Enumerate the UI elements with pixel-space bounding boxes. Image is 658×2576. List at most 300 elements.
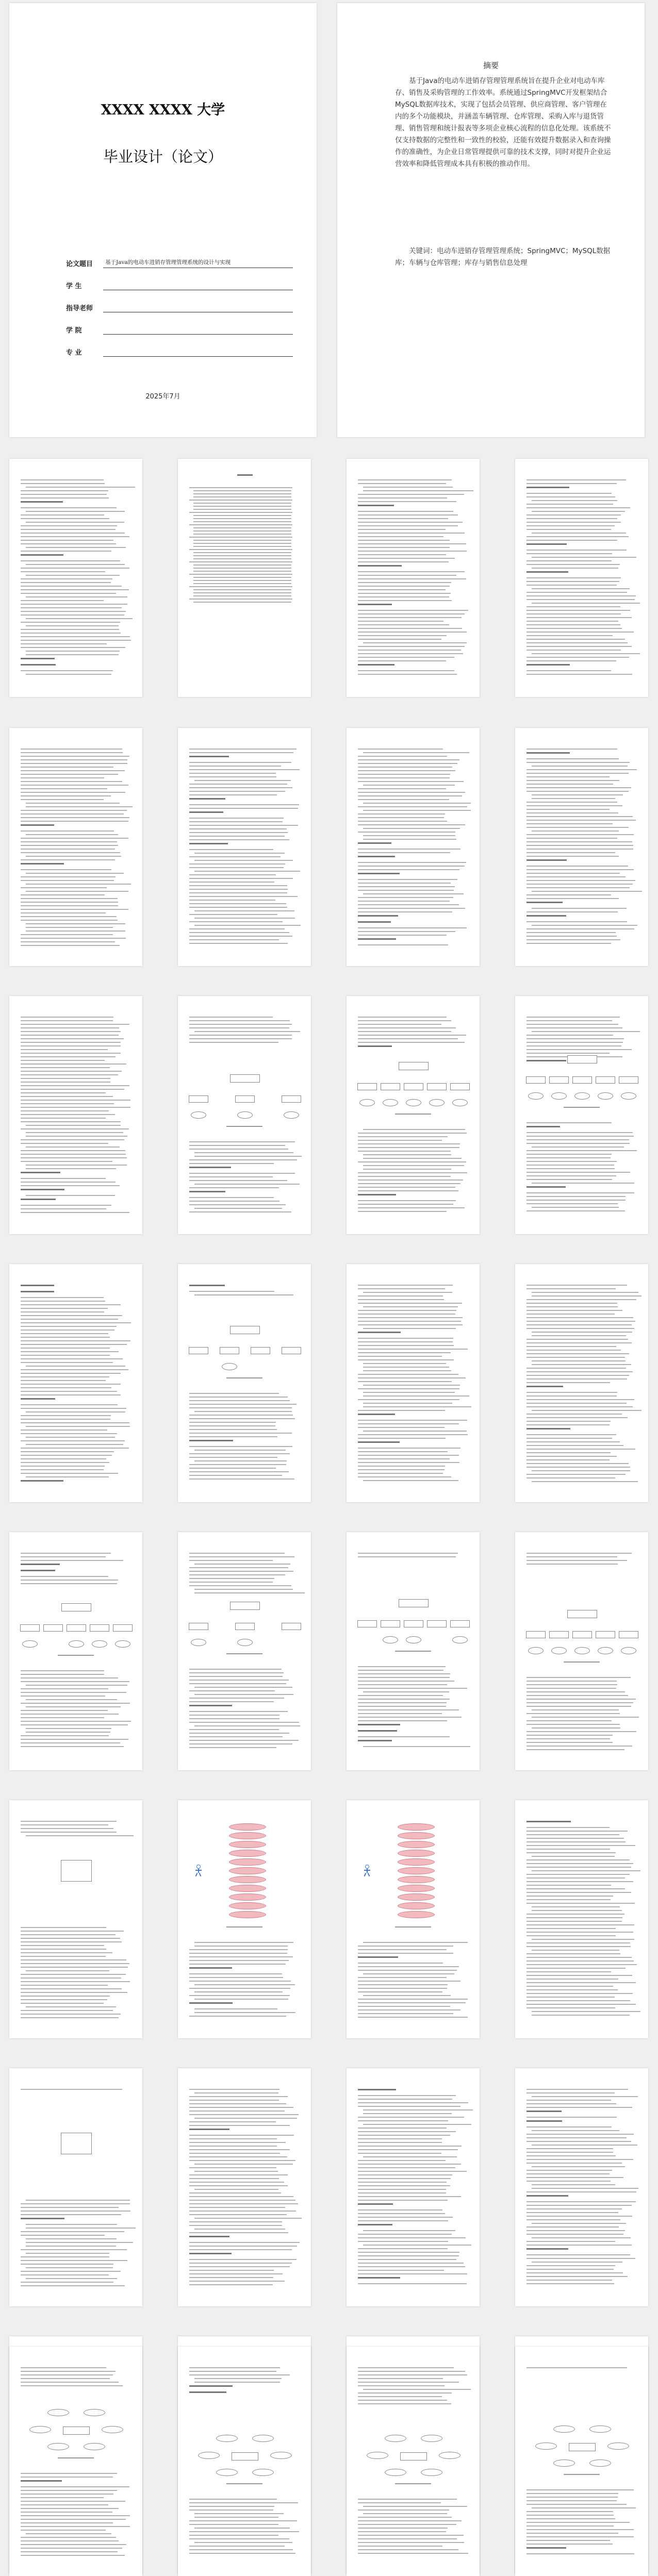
text-line (358, 479, 452, 480)
text-line (527, 2107, 632, 2108)
text-line (358, 2174, 452, 2175)
text-line (358, 781, 464, 782)
text-line (527, 939, 620, 940)
text-line (21, 894, 105, 895)
entity-box (569, 2443, 596, 2451)
text-line (21, 2214, 121, 2215)
toc-line (193, 503, 291, 504)
text-line (21, 909, 128, 910)
text-line (532, 1910, 622, 1911)
text-line (21, 1430, 107, 1431)
section-heading (189, 2385, 233, 2387)
use-case-ellipse (229, 1867, 266, 1874)
text-line (21, 1996, 110, 1997)
text-line (358, 774, 450, 775)
text-line (194, 1460, 287, 1461)
text-line (358, 2185, 450, 2186)
text-line (21, 1355, 110, 1356)
section-heading (21, 1285, 54, 1286)
section-heading (189, 2129, 229, 2130)
text-line (21, 1027, 119, 1028)
text-line (358, 1338, 453, 1339)
text-line (527, 1702, 633, 1703)
text-line (527, 1971, 611, 1972)
use-case-ellipse (398, 1876, 435, 1883)
text-line (26, 834, 118, 835)
text-line (26, 1728, 111, 1729)
text-line (358, 2182, 447, 2183)
diagram-node (596, 1631, 615, 1638)
section-heading (21, 1564, 60, 1565)
text-line (527, 610, 630, 611)
text-line (527, 876, 626, 877)
text-line (358, 1966, 459, 1967)
text-line (21, 1735, 109, 1736)
text-line (194, 1411, 292, 1412)
text-line (363, 2506, 467, 2507)
field-label: 学 生 (66, 282, 82, 290)
text-line (532, 1207, 619, 1208)
text-line (358, 1469, 445, 1470)
underline (103, 356, 293, 357)
text-line (532, 1183, 634, 1184)
section-heading (358, 1724, 400, 1725)
toc-line (193, 546, 291, 547)
text-line (189, 2277, 273, 2278)
text-line (21, 1448, 129, 1449)
text-line (189, 892, 287, 893)
text-line (532, 1031, 640, 1032)
use-case-ellipse (229, 1850, 266, 1857)
text-line (358, 862, 466, 863)
text-line (527, 776, 610, 777)
text-line (21, 1956, 106, 1957)
text-line (21, 2486, 129, 2487)
text-line (363, 828, 460, 829)
diagram-node (230, 1074, 260, 1083)
text-line (358, 2237, 466, 2238)
text-line (194, 2378, 282, 2379)
text-line (358, 2378, 443, 2379)
text-line (21, 1311, 104, 1312)
text-line (532, 1856, 615, 1857)
text-line (527, 1993, 633, 1994)
text-line (358, 2528, 448, 2529)
text-line (189, 2284, 273, 2285)
text-line (527, 507, 630, 508)
text-line (189, 784, 287, 785)
text-line (189, 2121, 276, 2122)
text-line (363, 2156, 457, 2157)
text-line (21, 1301, 105, 1302)
text-line (189, 2531, 299, 2532)
text-line (21, 2497, 104, 2498)
text-line (358, 883, 451, 884)
text-line (527, 1924, 634, 1925)
text-line (189, 2135, 294, 2136)
text-line (21, 2374, 113, 2375)
text-line (527, 1982, 636, 1983)
text-line (358, 777, 450, 778)
text-line (527, 1165, 614, 1166)
text-line (358, 660, 446, 661)
text-line (194, 1991, 283, 1992)
text-line (358, 670, 454, 671)
section-heading (358, 2203, 393, 2205)
text-line (527, 2205, 632, 2206)
text-line (358, 1706, 446, 1707)
text-line (21, 1161, 112, 1162)
text-line (358, 1999, 468, 2000)
text-line (189, 1173, 295, 1174)
text-line (527, 1456, 617, 1457)
diagram-node (598, 1092, 613, 1100)
section-heading (358, 2224, 392, 2225)
diagram-node (572, 1631, 592, 1638)
toc-line (193, 589, 291, 590)
text-line (358, 2531, 446, 2532)
text-line (21, 1351, 119, 1352)
text-line (358, 1190, 458, 1191)
text-line (358, 1321, 461, 1322)
text-line (527, 2191, 636, 2192)
text-line (358, 2146, 462, 2147)
text-line (358, 1702, 447, 1703)
toc-line (189, 599, 292, 600)
text-line (189, 936, 292, 937)
section-heading (189, 2236, 229, 2237)
text-line (358, 1211, 447, 1212)
text-line (358, 817, 444, 818)
text-line (358, 788, 446, 789)
text-line (21, 1185, 120, 1186)
text-line (527, 525, 615, 526)
text-line (358, 756, 447, 757)
text-line (21, 518, 109, 519)
text-line (189, 885, 287, 886)
text-line (26, 625, 119, 626)
text-line (21, 529, 116, 530)
text-line (194, 1592, 305, 1593)
text-line (194, 2542, 292, 2543)
text-line (358, 540, 450, 541)
text-line (21, 614, 124, 616)
text-line (527, 1556, 617, 1557)
text-line (189, 1204, 286, 1205)
text-line (26, 1136, 127, 1137)
text-line (189, 1690, 275, 1691)
text-line (189, 2367, 280, 2368)
text-line (527, 2489, 634, 2490)
text-line (358, 849, 460, 850)
text-line (358, 2128, 447, 2129)
thumbnail-page (515, 2068, 648, 2306)
text-line (189, 1017, 273, 1018)
text-line (21, 1455, 112, 1456)
text-line (358, 1349, 468, 1350)
text-line (21, 1020, 113, 1021)
text-line (532, 2096, 638, 2097)
actor-icon-part (195, 1870, 202, 1871)
text-line (358, 1020, 451, 1021)
text-line (527, 642, 628, 643)
text-line (527, 2181, 611, 2182)
text-line (358, 2200, 448, 2201)
text-line (358, 2546, 442, 2547)
text-line (189, 896, 298, 897)
text-line (532, 2011, 640, 2012)
attribute-ellipse (47, 2443, 69, 2450)
text-line (189, 1995, 290, 1996)
text-line (189, 1471, 289, 1472)
text-line (189, 2535, 278, 2536)
text-line (26, 564, 125, 565)
text-line (532, 798, 615, 799)
text-line (527, 529, 611, 530)
text-line (358, 1140, 442, 1141)
text-line (194, 2008, 277, 2009)
text-line (527, 1395, 617, 1397)
section-heading (527, 1186, 566, 1188)
figure-caption (226, 1126, 262, 1127)
text-line (189, 863, 285, 865)
diagram-node (113, 1624, 133, 1632)
text-line (189, 2259, 297, 2260)
text-line (26, 2006, 116, 2007)
text-line (358, 1151, 451, 1152)
text-line (527, 1024, 618, 1025)
text-line (21, 1832, 117, 1833)
text-line (358, 2213, 445, 2214)
text-line (189, 2174, 288, 2175)
text-line (358, 1677, 450, 1678)
text-line (358, 2102, 468, 2103)
text-line (189, 1436, 277, 1437)
text-line (26, 2228, 136, 2229)
diagram-node (452, 1636, 468, 1643)
text-line (527, 2540, 610, 2541)
text-line (358, 2542, 464, 2543)
text-line (189, 1024, 292, 1025)
text-line (527, 1921, 622, 1922)
text-line (358, 763, 457, 764)
text-line (194, 2092, 278, 2093)
text-line (527, 595, 636, 596)
text-line (527, 805, 622, 806)
text-line (358, 1699, 450, 1700)
text-line (21, 640, 131, 641)
text-line (527, 564, 620, 565)
text-line (527, 802, 617, 803)
text-line (358, 2502, 441, 2503)
text-line (358, 2273, 467, 2274)
text-line (21, 2540, 119, 2541)
text-line (363, 1431, 467, 1432)
text-line (26, 1476, 109, 1477)
text-line (26, 1366, 125, 1367)
text-line (26, 1426, 130, 1427)
text-line (527, 650, 621, 651)
text-line (527, 1210, 625, 1211)
text-line (358, 1963, 443, 1964)
figure-caption (564, 2474, 600, 2475)
text-line (532, 2188, 638, 2189)
attribute-ellipse (198, 2452, 220, 2459)
text-line (358, 593, 451, 594)
text-line (527, 1406, 633, 1407)
text-line (189, 2273, 283, 2274)
diagram-node (528, 1092, 544, 1100)
text-line (26, 884, 131, 885)
text-line (527, 852, 615, 853)
text-line (527, 2092, 615, 2093)
toc-line (193, 580, 291, 581)
text-line (527, 1150, 637, 1151)
text-line (527, 849, 633, 850)
text-line (189, 900, 275, 901)
text-line (21, 1974, 126, 1975)
text-line (21, 1739, 128, 1740)
text-line (527, 1899, 611, 1900)
toc-heading (237, 474, 253, 476)
text-line (527, 1888, 625, 1889)
text-line (532, 2015, 630, 2016)
text-line (358, 635, 447, 636)
text-line (26, 1444, 123, 1445)
diagram-node (357, 1083, 377, 1090)
diagram-node (282, 1623, 301, 1630)
text-line (189, 2207, 285, 2208)
text-line (527, 1449, 635, 1450)
text-line (527, 1720, 612, 1721)
text-line (26, 1132, 123, 1133)
text-line (21, 1049, 108, 1050)
text-line (194, 2012, 295, 2013)
text-line (527, 631, 634, 633)
text-line (21, 1308, 108, 1309)
figure-caption (395, 1926, 431, 1927)
text-line (363, 1158, 462, 1159)
text-line (358, 1172, 467, 1173)
abstract-keywords: 关键词：电动车进销存管理管理系统；SpringMVC；MySQL数据库；车辆与仓库管理；库存与销售信息处理 (395, 247, 611, 267)
text-line (21, 1322, 131, 1323)
text-line (189, 832, 288, 833)
text-line (21, 785, 128, 786)
text-line (527, 674, 632, 675)
text-line (26, 2267, 113, 2268)
text-line (527, 1896, 613, 1897)
text-line (532, 533, 626, 534)
text-line (532, 830, 619, 832)
text-line (189, 1949, 288, 1950)
text-line (527, 2230, 625, 2231)
text-line (189, 1711, 288, 1712)
text-line (189, 882, 274, 883)
text-line (189, 1393, 279, 1394)
text-line (527, 762, 630, 763)
text-line (21, 2530, 106, 2531)
thumbnail-page (9, 1532, 142, 1770)
text-line (358, 2520, 462, 2521)
text-line (189, 878, 293, 879)
text-line (189, 1722, 299, 1723)
text-line (358, 2241, 448, 2242)
section-heading (21, 2218, 64, 2219)
text-line (527, 1932, 633, 1933)
toc-line (193, 534, 291, 535)
section-heading (358, 1332, 401, 1333)
diagram-box (61, 2133, 92, 2154)
text-line (26, 487, 135, 488)
toc-line (189, 561, 292, 562)
text-line (21, 1473, 118, 1474)
text-line (189, 1211, 291, 1212)
text-line (189, 2524, 278, 2525)
text-line (527, 1399, 634, 1400)
text-line (527, 2201, 636, 2202)
text-line (363, 1363, 446, 1364)
text-line (189, 1429, 277, 1430)
text-line (358, 1136, 448, 1137)
text-line (189, 839, 289, 840)
diagram-box (61, 1860, 92, 1882)
text-line (527, 1827, 610, 1828)
text-line (527, 1859, 630, 1860)
text-line (527, 1903, 635, 1904)
field-college (66, 325, 293, 347)
text-line (21, 2537, 116, 2538)
text-line (527, 1382, 610, 1383)
text-line (189, 1585, 291, 1586)
text-line (527, 621, 618, 622)
text-line (527, 624, 620, 625)
text-line (194, 2229, 285, 2230)
attribute-ellipse (216, 2435, 238, 2442)
section-heading (527, 1821, 571, 1822)
text-line (189, 2203, 298, 2204)
text-line (21, 1344, 127, 1345)
text-line (527, 769, 637, 770)
use-case-ellipse (229, 1858, 266, 1866)
text-line (532, 2237, 631, 2238)
text-line (21, 2260, 127, 2261)
text-line (21, 2211, 130, 2212)
text-line (189, 1676, 283, 1677)
text-line (21, 2490, 117, 2491)
text-line (527, 599, 635, 600)
text-line (21, 1326, 117, 1327)
text-line (189, 2371, 276, 2372)
section-heading (358, 842, 391, 844)
text-line (358, 2189, 446, 2190)
text-line (358, 866, 465, 867)
text-line (26, 1835, 134, 1836)
text-line (358, 2002, 466, 2003)
text-line (26, 2278, 117, 2279)
text-line (527, 1200, 626, 1201)
section-heading (21, 1480, 63, 1482)
text-line (358, 897, 453, 898)
text-line (26, 2253, 109, 2254)
text-line (21, 1045, 121, 1046)
thumbnail-page (347, 2068, 480, 2306)
text-line (189, 1960, 289, 1961)
text-line (363, 1403, 452, 1404)
text-line (527, 1303, 617, 1304)
text-line (358, 1666, 446, 1667)
text-line (527, 787, 631, 788)
text-line (189, 928, 285, 929)
